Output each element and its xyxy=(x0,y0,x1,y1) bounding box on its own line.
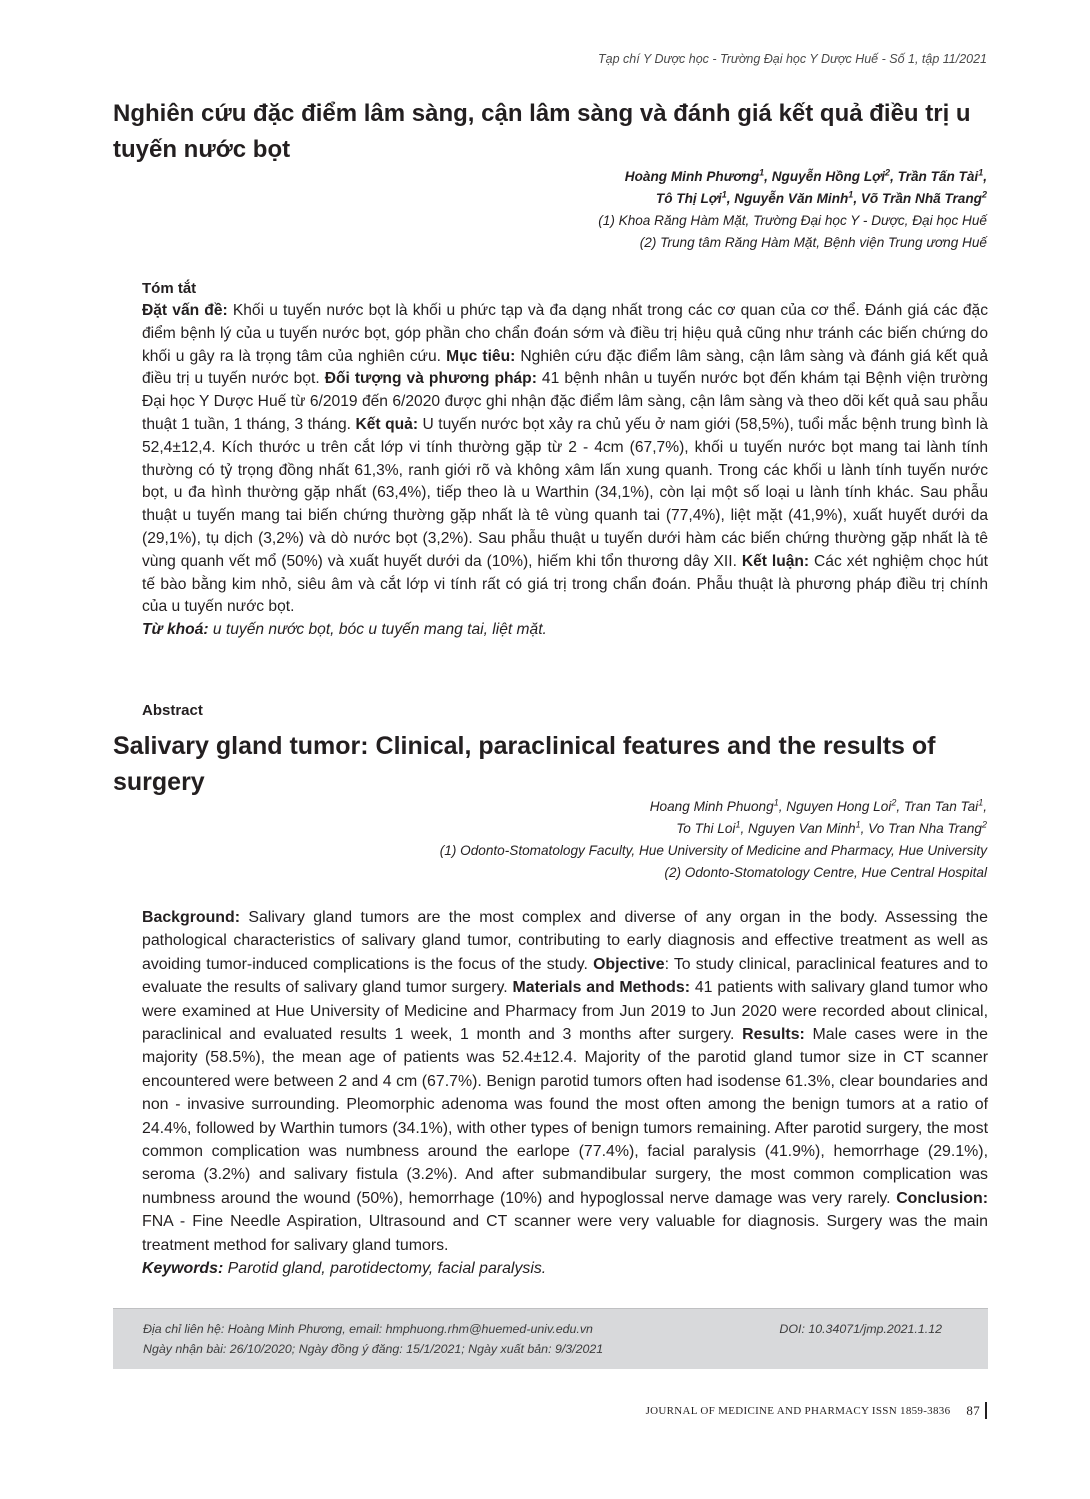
abstract-vietnamese xyxy=(113,300,988,642)
contact-address: Địa chỉ liên hệ: Hoàng Minh Phương, email: hmphuong.rhm@huemed-univ.edu.vn xyxy=(143,1322,593,1336)
footer-rule xyxy=(985,1402,987,1419)
author-name: , Nguyễn Văn Minh xyxy=(726,191,849,206)
author-name: Hoang Minh Phuong xyxy=(649,799,774,814)
abstract-text: Khối u tuyến nước bọt là khối u phức tạp và đa dạng nhất trong các cơ quan của cơ thể. Đánh giá các đặc điểm bệnh lý của u tuyến nước bọt, góp phần cho chẩn đoán sớm và điều trị hiệu quả cũng như tránh các biến chứng do khối u gây ra là trọng tâm của nghiên cứu. xyxy=(142,302,988,365)
affiliation-marker: 1 xyxy=(773,797,779,808)
affiliation-marker: 1 xyxy=(759,167,765,178)
author-block-vietnamese xyxy=(598,166,987,254)
summary-heading: Tóm tắt xyxy=(142,280,197,297)
author-name: , Nguyễn Hồng Lợi xyxy=(764,169,886,184)
abstract-text: 41 patients with salivary gland tumor who were examined at Hue University of Medicine and Pharmacy from Jun 2019 to Jun 2020 were recorded about clinical, paraclinical and evaluated results 1 week, 1 month and 3 months after surgery. xyxy=(142,979,988,1044)
author-name: , Tran Tan Tai xyxy=(896,799,979,814)
author-line xyxy=(440,818,987,840)
affiliation-marker: 1 xyxy=(978,167,984,178)
author-name: , Vo Tran Nha Trang xyxy=(860,821,982,836)
affiliation-2: (2) Odonto-Stomatology Centre, Hue Central Hospital xyxy=(664,865,987,880)
author-line xyxy=(598,188,987,210)
abstract-text: 41 bệnh nhân u tuyến nước bọt đến khám tại Bệnh viện trường Đại học Y Dược Huế từ 6/2019 đến 6/2020 được ghi nhận đặc điểm lâm sàng, cận lâm sàng và theo dõi kết quả sau phẫu thuật 1 tuần, 1 tháng, 3 tháng. xyxy=(142,370,988,433)
contact-info-box xyxy=(113,1308,988,1369)
author-name: , Nguyen Van Minh xyxy=(740,821,856,836)
affiliation-marker: 1 xyxy=(848,189,854,200)
abstract-label: Results: xyxy=(742,1026,805,1044)
affiliation-marker: 2 xyxy=(891,797,897,808)
author-name: Hoàng Minh Phương xyxy=(624,169,760,184)
abstract-text: : To study clinical, paraclinical features and to evaluate the results of salivary gland tumor surgery. xyxy=(142,955,988,997)
affiliation-marker: 2 xyxy=(981,189,987,200)
affiliation-marker: 2 xyxy=(981,819,987,830)
page-number: 87 xyxy=(966,1402,980,1418)
doi: DOI: 10.34071/jmp.2021.1.12 xyxy=(779,1322,942,1336)
author-name: Tô Thị Lợi xyxy=(655,191,722,206)
running-header: Tạp chí Y Dược học - Trường Đại học Y Dược Huế - Số 1, tập 11/2021 xyxy=(598,52,987,66)
article-title-vietnamese: Nghiên cứu đặc điểm lâm sàng, cận lâm sàng và đánh giá kết quả điều trị u tuyến nước bọt xyxy=(113,100,971,163)
abstract-label: Mục tiêu: xyxy=(446,347,516,365)
abstract-label: Kết quả: xyxy=(355,415,419,433)
abstract-label: Đặt vấn đề: xyxy=(142,302,228,319)
footer-journal: JOURNAL OF MEDICINE AND PHARMACY ISSN 1859-3836 xyxy=(645,1404,951,1417)
abstract-label: Conclusion: xyxy=(896,1189,988,1207)
keywords-english xyxy=(113,1257,988,1280)
abstract-label: Materials and Methods: xyxy=(512,979,690,997)
keywords-label: Từ khoá: xyxy=(142,621,209,639)
abstract-body xyxy=(113,906,988,1257)
author-name: To Thi Loi xyxy=(676,821,736,836)
keywords-text: Parotid gland, parotidectomy, facial paralysis. xyxy=(223,1260,547,1278)
abstract-text: Male cases were in the majority (58.5%), the mean age of patients was 52.4±12.4. Majority of the parotid gland tumor size in CT scanner encountered were between 2 and 4 cm (67.7%). Benign parotid tumors often had isodense 61.3%, clear boundaries and non - invasive surrounding. Pleomorphic adenoma was found the most often among the benign tumors at a ratio of 24.4%, followed by Warthin tumors (34.1%), with other types of benign tumors remaining. After parotid surgery, the most common complication was numbness around the earlope (77.4%), facial paralysis (41.9%), hemorrhage (29.1%), seroma (3.2%) and salivary fistula (3.2%). And after submandibular surgery, the most common complication was numbness around the wound (50%), hemorrhage (10%) and hypoglossal nerve damage was very rarely. xyxy=(142,1026,988,1207)
affiliation-1: (1) Khoa Răng Hàm Mặt, Trường Đại học Y - Dược, Đại học Huế xyxy=(598,213,987,228)
author-name: , Nguyen Hong Loi xyxy=(778,799,892,814)
author-block-english xyxy=(440,796,987,884)
affiliation-2: (2) Trung tâm Răng Hàm Mặt, Bệnh viện Trung ương Huế xyxy=(639,235,987,250)
abstract-label: Kết luận: xyxy=(741,552,810,570)
abstract-english xyxy=(113,906,988,1281)
abstract-text: Salivary gland tumors are the most complex and diverse of any organ in the body. Assessing the pathological characteristics of salivary gland tumor, contributing to early diagnosis and effective treatment as well as avoiding tumor-induced complications is the focus of the study. xyxy=(142,909,988,973)
affiliation-marker: 2 xyxy=(885,167,891,178)
contact-row xyxy=(143,1319,958,1339)
author-separator: , xyxy=(983,169,987,184)
affiliation-1: (1) Odonto-Stomatology Faculty, Hue University of Medicine and Pharmacy, Hue University xyxy=(439,843,987,858)
author-name: , Trần Tấn Tài xyxy=(890,169,979,184)
author-separator: , xyxy=(983,799,987,814)
keywords-vietnamese xyxy=(113,619,988,642)
abstract-body xyxy=(113,300,988,619)
article-title-english: Salivary gland tumor: Clinical, paraclinical features and the results of surgery xyxy=(113,732,936,796)
abstract-label: Đối tượng và phương pháp: xyxy=(324,370,537,388)
page-footer xyxy=(646,1402,987,1419)
keywords-label: Keywords: xyxy=(142,1260,224,1278)
abstract-text: Nghiên cứu đặc điểm lâm sàng, cận lâm sàng và đánh giá kết quả điều trị u tuyến nước bọt. xyxy=(142,347,988,388)
affiliation-marker: 1 xyxy=(855,819,861,830)
publication-dates: Ngày nhận bài: 26/10/2020; Ngày đồng ý đăng: 15/1/2021; Ngày xuất bản: 9/3/2021 xyxy=(143,1342,604,1356)
abstract-text: FNA - Fine Needle Aspiration, Ultrasound and CT scanner were very valuable for diagnosis. Surgery was the main treatment method for salivary gland tumors. xyxy=(142,1213,988,1254)
affiliation-marker: 1 xyxy=(735,819,741,830)
author-name: , Võ Trần Nhã Trang xyxy=(853,191,982,206)
affiliation-marker: 1 xyxy=(721,189,727,200)
author-line xyxy=(440,796,987,818)
author-line xyxy=(598,166,987,188)
abstract-text: U tuyến nước bọt xảy ra chủ yếu ở nam giới (58,5%), tuổi mắc bệnh trung bình là 52,4±12,4. Kích thước u trên cắt lớp vi tính thường gặp từ 2 - 4cm (67,7%), khối u tuyến nước bọt mang tai lành tính thường có tỷ trọng đồng nhất 61,3%, ranh giới rõ và không xâm lấn xung quanh. Trong các khối u lành tính tuyến nước bọt, u đa hình thường gặp nhất (63,4%), tiếp theo là u Warthin (34,1%), còn lại một số loại u lành tính khác. Sau phẫu thuật u tuyến mang tai biến chứng thường gặp nhất là tê vùng quanh tai (77,4%), liệt mặt (41,9%), xuất huyết dưới da (29,1%), tụ dịch (3,2%) và dò nước bọt (3,2%). Sau phẫu thuật u tuyến dưới hàm các biến chứng thường gặp nhất là tê vùng quanh vết mổ (50%) và xuất huyết dưới da (10%), hiếm khi tổn thương dây XII. xyxy=(142,415,989,570)
keywords-text: u tuyến nước bọt, bóc u tuyến mang tai, liệt mặt. xyxy=(208,621,547,639)
affiliation-marker: 1 xyxy=(978,797,984,808)
abstract-heading: Abstract xyxy=(142,702,203,719)
abstract-text: Các xét nghiệm chọc hút tế bào bằng kim nhỏ, siêu âm và cắt lớp vi tính rất có giá trị trong chẩn đoán. Phẫu thuật là phương pháp điều trị chính của u tuyến nước bọt. xyxy=(142,552,988,616)
abstract-label: Background: xyxy=(142,909,240,926)
abstract-label: Objective xyxy=(593,955,665,973)
